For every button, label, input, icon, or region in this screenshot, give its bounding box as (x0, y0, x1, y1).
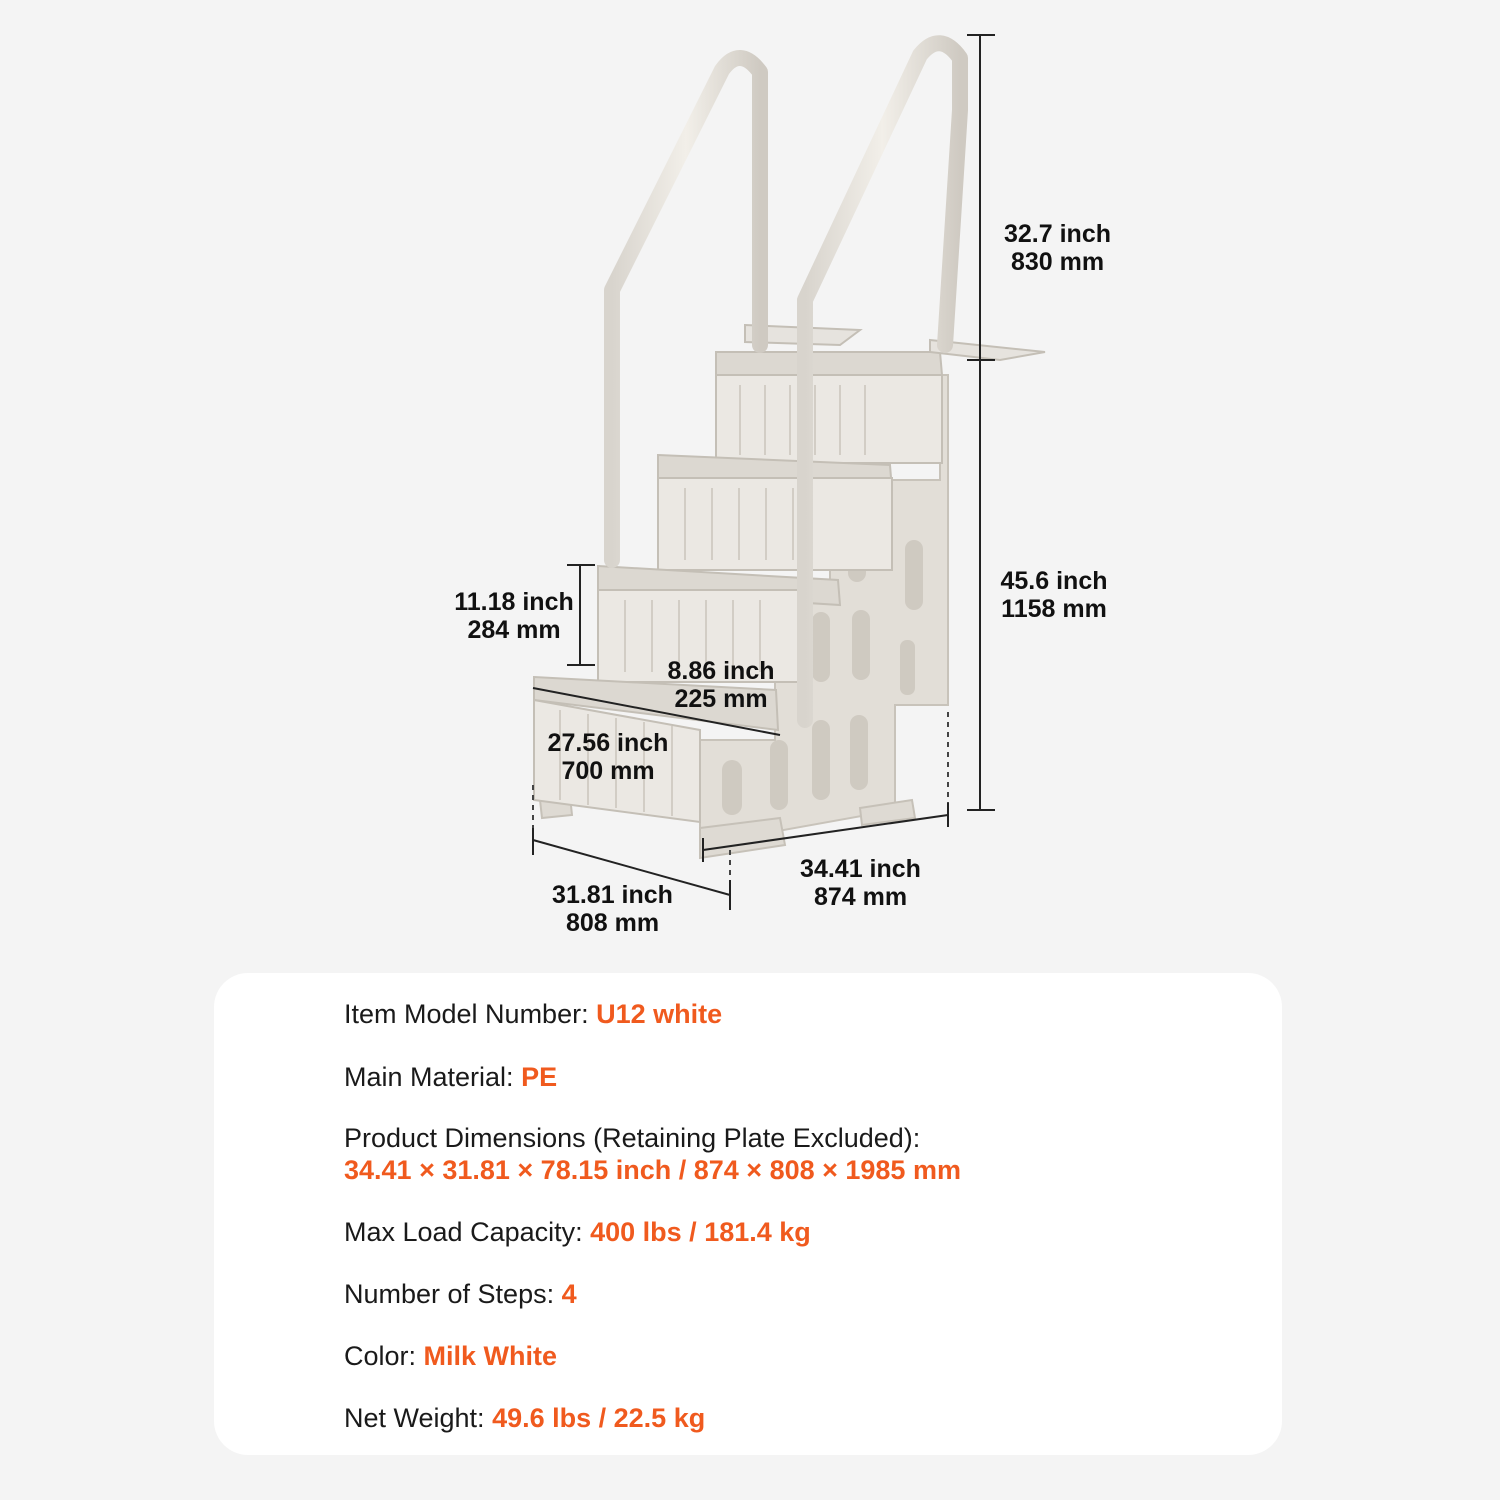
spec-value: 34.41 × 31.81 × 78.15 inch / 874 × 808 × 1985 mm (344, 1155, 961, 1185)
spec-steps (344, 1278, 577, 1310)
spec-label: Item Model Number: (344, 999, 597, 1029)
spec-card (214, 973, 1282, 1455)
spec-value: 4 (561, 1279, 577, 1309)
step-4 (716, 352, 942, 463)
spec-value: 49.6 lbs / 22.5 kg (492, 1403, 706, 1433)
base-width-label: 34.41 inch 874 mm (800, 855, 921, 911)
spec-load (344, 1216, 811, 1248)
spec-label: Net Weight: (344, 1403, 493, 1433)
spec-label: Color: (344, 1341, 424, 1371)
total-height-label: 45.6 inch 1158 mm (1000, 567, 1108, 623)
spec-label: Product Dimensions (Retaining Plate Excluded): (344, 1123, 921, 1153)
spec-model (344, 998, 722, 1030)
base-depth-label: 31.81 inch 808 mm (552, 881, 673, 937)
spec-material (344, 1061, 557, 1093)
spec-label: Main Material: (344, 1062, 522, 1092)
step-rise-label: 11.18 inch 284 mm (454, 588, 574, 644)
step-3 (658, 455, 892, 570)
step-depth-label: 8.86 inch 225 mm (667, 657, 775, 713)
spec-value: PE (521, 1062, 558, 1092)
spec-color (344, 1340, 557, 1372)
spec-value: U12 white (596, 999, 723, 1029)
spec-value: 400 lbs / 181.4 kg (590, 1217, 811, 1247)
spec-value: Milk White (423, 1341, 558, 1371)
rail-height-label: 32.7 inch 830 mm (1004, 220, 1111, 276)
spec-dimensions (344, 1122, 961, 1186)
spec-weight (344, 1402, 705, 1434)
step-width-label: 27.56 inch 700 mm (547, 729, 669, 785)
spec-label: Max Load Capacity: (344, 1217, 591, 1247)
spec-label: Number of Steps: (344, 1279, 562, 1309)
